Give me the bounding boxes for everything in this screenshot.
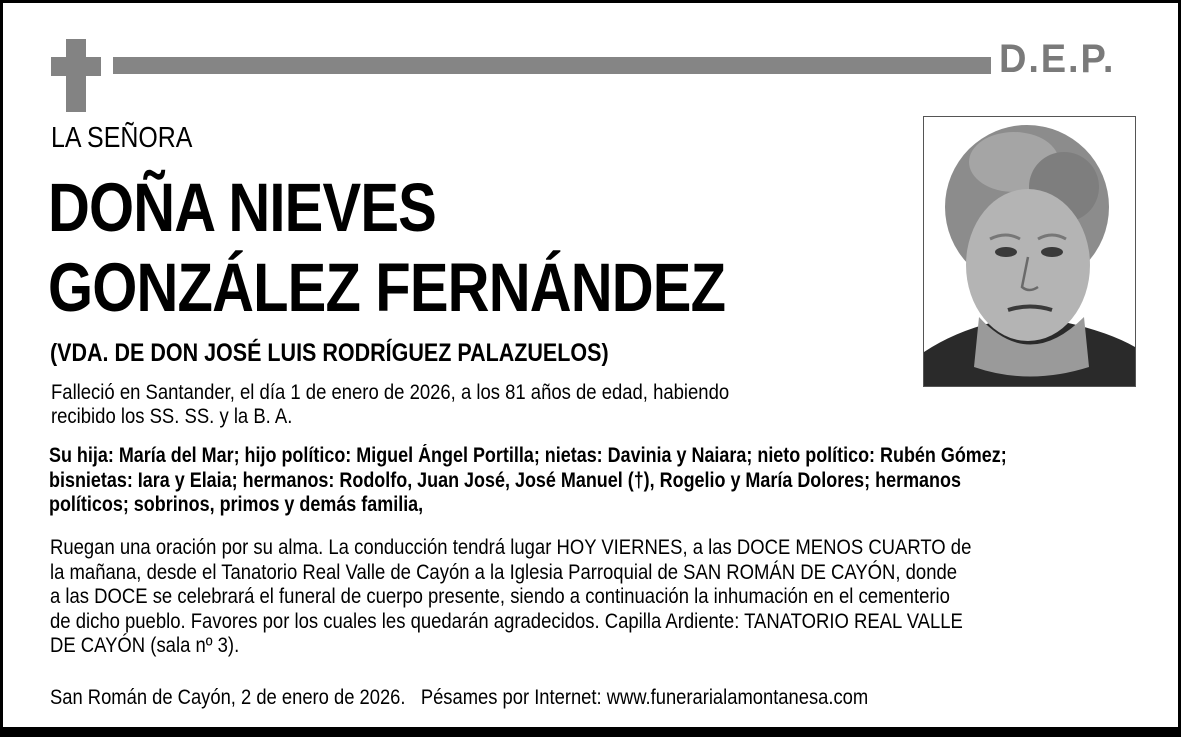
service-details (50, 536, 971, 659)
deceased-name-line-1: DOÑA NIEVES (48, 169, 436, 246)
place-date: San Román de Cayón, 2 de enero de 2026. (50, 686, 406, 709)
death-announcement (51, 381, 729, 429)
header-rule (113, 57, 991, 74)
text-line: de dicho pueblo. Favores por los cuales les quedarán agradecidos. Capilla Ardiente: TANATORIO REAL VALLE (50, 609, 963, 633)
text-line: Ruegan una oración por su alma. La conducción tendrá lugar HOY VIERNES, a las DOCE MENOS CUARTO de (50, 536, 972, 559)
text-line: Falleció en Santander, el día 1 de enero de 2026, a los 81 años de edad, habiendo (51, 381, 730, 404)
text-line: políticos; sobrinos, primos y demás familia, (49, 493, 424, 516)
deceased-name-line-2: GONZÁLEZ FERNÁNDEZ (48, 249, 726, 326)
footer (50, 686, 868, 710)
text-line: a las DOCE se celebrará el funeral de cuerpo presente, siendo a continuación la inhumación en el cementerio (50, 585, 950, 608)
portrait-photo (923, 116, 1136, 387)
text-line: Su hija: María del Mar; hijo político: Miguel Ángel Portilla; nietas: Davinia y Naiara; nieto político: Rubén Gómez; (49, 444, 1007, 467)
dep-label: D.E.P. (999, 37, 1116, 81)
text-line: recibido los SS. SS. y la B. A. (51, 405, 293, 428)
widow-of: (VDA. DE DON JOSÉ LUIS RODRÍGUEZ PALAZUELOS) (50, 339, 609, 367)
text-line: la mañana, desde el Tanatorio Real Valle de Cayón a la Iglesia Parroquial de SAN ROMÁN DE CAYÓN, donde (50, 560, 958, 584)
latin-cross-icon-arm (51, 57, 101, 76)
honorific: LA SEÑORA (51, 122, 193, 154)
condolences-label: Pésames por Internet: (420, 686, 602, 709)
portrait-icon (924, 117, 1135, 386)
text-line: bisnietas: Iara y Elaia; hermanos: Rodolfo, Juan José, José Manuel (†), Rogelio y María Dolores; hermanos (49, 468, 961, 492)
website-link[interactable]: www.funerarialamontanesa.com (606, 686, 869, 709)
text-line: DE CAYÓN (sala nº 3). (50, 634, 240, 657)
family-list (49, 444, 1007, 518)
